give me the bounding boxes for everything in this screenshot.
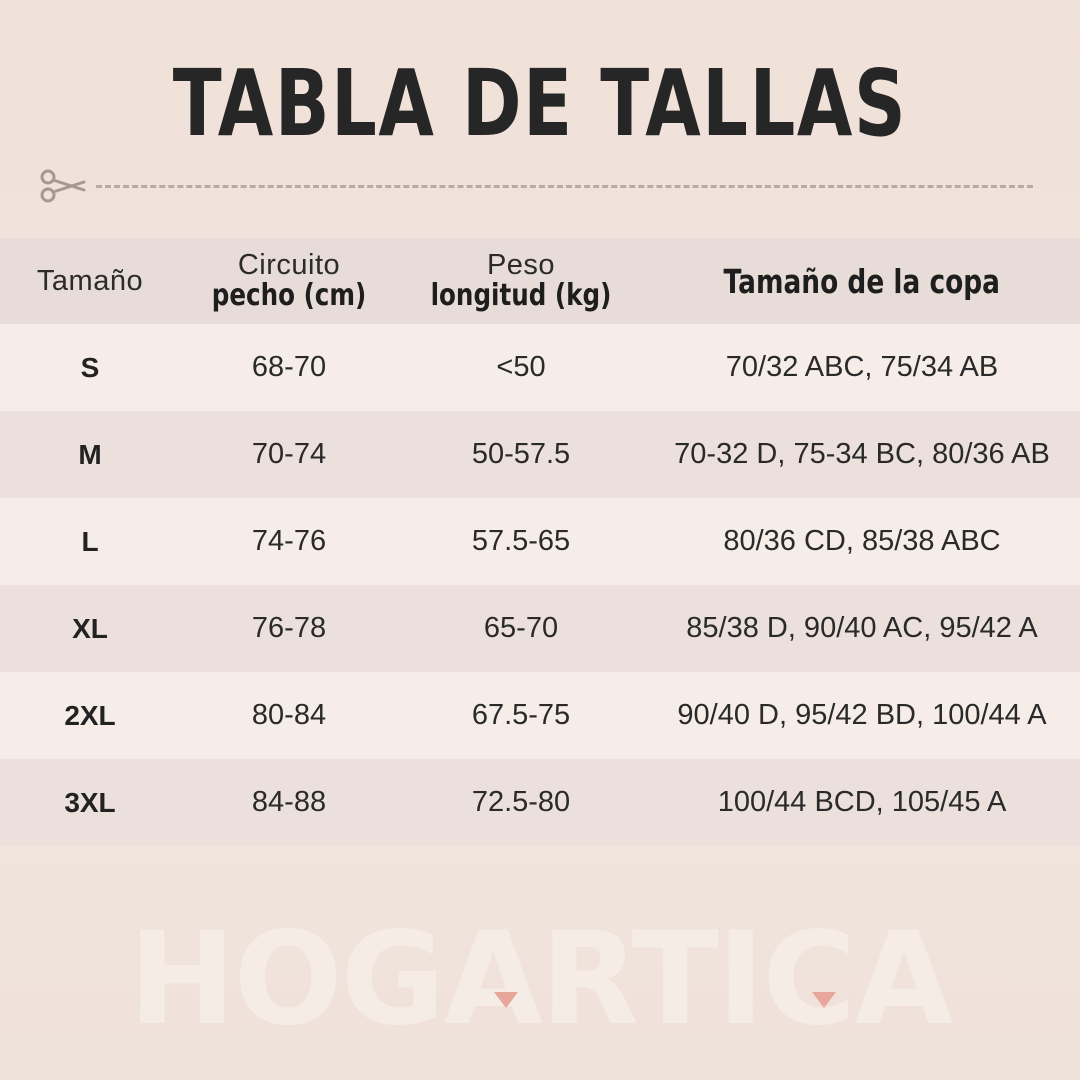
cut-line — [38, 168, 1033, 204]
cell-chest: 76-78 — [251, 612, 327, 644]
cell-weight: 65-70 — [483, 612, 559, 644]
cell-size: L — [81, 525, 99, 557]
table-row — [0, 411, 1080, 498]
table-row — [0, 672, 1080, 759]
cell-weight: 50-57.5 — [471, 438, 571, 470]
cell-chest: 84-88 — [251, 786, 327, 818]
brand-watermark: HOGARTICA — [128, 905, 952, 1054]
header-cup — [644, 238, 1080, 324]
header-size — [0, 238, 180, 324]
table-header-row — [0, 238, 1080, 324]
watermark-accent-triangle — [812, 992, 836, 1008]
cell-cup: 80/36 CD, 85/38 ABC — [723, 525, 1001, 557]
size-table — [0, 238, 1080, 846]
cell-weight: 72.5-80 — [471, 786, 571, 818]
header-size-label: Tamaño — [36, 265, 144, 297]
cell-chest: 80-84 — [251, 699, 327, 731]
cell-size: M — [78, 438, 102, 470]
cell-size: XL — [72, 612, 108, 644]
cell-chest: 68-70 — [251, 351, 327, 383]
table-row — [0, 498, 1080, 585]
dashed-divider — [96, 185, 1033, 188]
scissors-icon — [38, 168, 90, 204]
header-weight-line2: longitud (kg) — [430, 278, 612, 313]
header-cup-label: Tamaño de la copa — [723, 261, 1001, 301]
cell-cup: 70/32 ABC, 75/34 AB — [725, 351, 999, 383]
cell-weight: <50 — [496, 351, 546, 383]
header-chest-line2: pecho (cm) — [211, 278, 367, 313]
header-weight-line1: Peso — [486, 249, 556, 281]
cell-cup: 70-32 D, 75-34 BC, 80/36 AB — [674, 438, 1050, 470]
cell-cup: 90/40 D, 95/42 BD, 100/44 A — [677, 699, 1047, 731]
table-row — [0, 585, 1080, 672]
cell-size: S — [80, 351, 100, 383]
cell-weight: 67.5-75 — [471, 699, 571, 731]
cell-cup: 100/44 BCD, 105/45 A — [717, 786, 1007, 818]
table-row — [0, 324, 1080, 411]
header-weight — [398, 238, 644, 324]
cell-chest: 74-76 — [251, 525, 327, 557]
cell-cup: 85/38 D, 90/40 AC, 95/42 A — [686, 612, 1038, 644]
watermark-accent-triangle — [494, 992, 518, 1008]
page-title: TABLA DE TALLAS — [172, 50, 908, 157]
header-chest-line1: Circuito — [237, 249, 341, 281]
cell-chest: 70-74 — [251, 438, 327, 470]
cell-size: 3XL — [64, 786, 116, 818]
header-chest — [180, 238, 398, 324]
cell-weight: 57.5-65 — [471, 525, 571, 557]
cell-size: 2XL — [64, 699, 116, 731]
table-row — [0, 759, 1080, 846]
